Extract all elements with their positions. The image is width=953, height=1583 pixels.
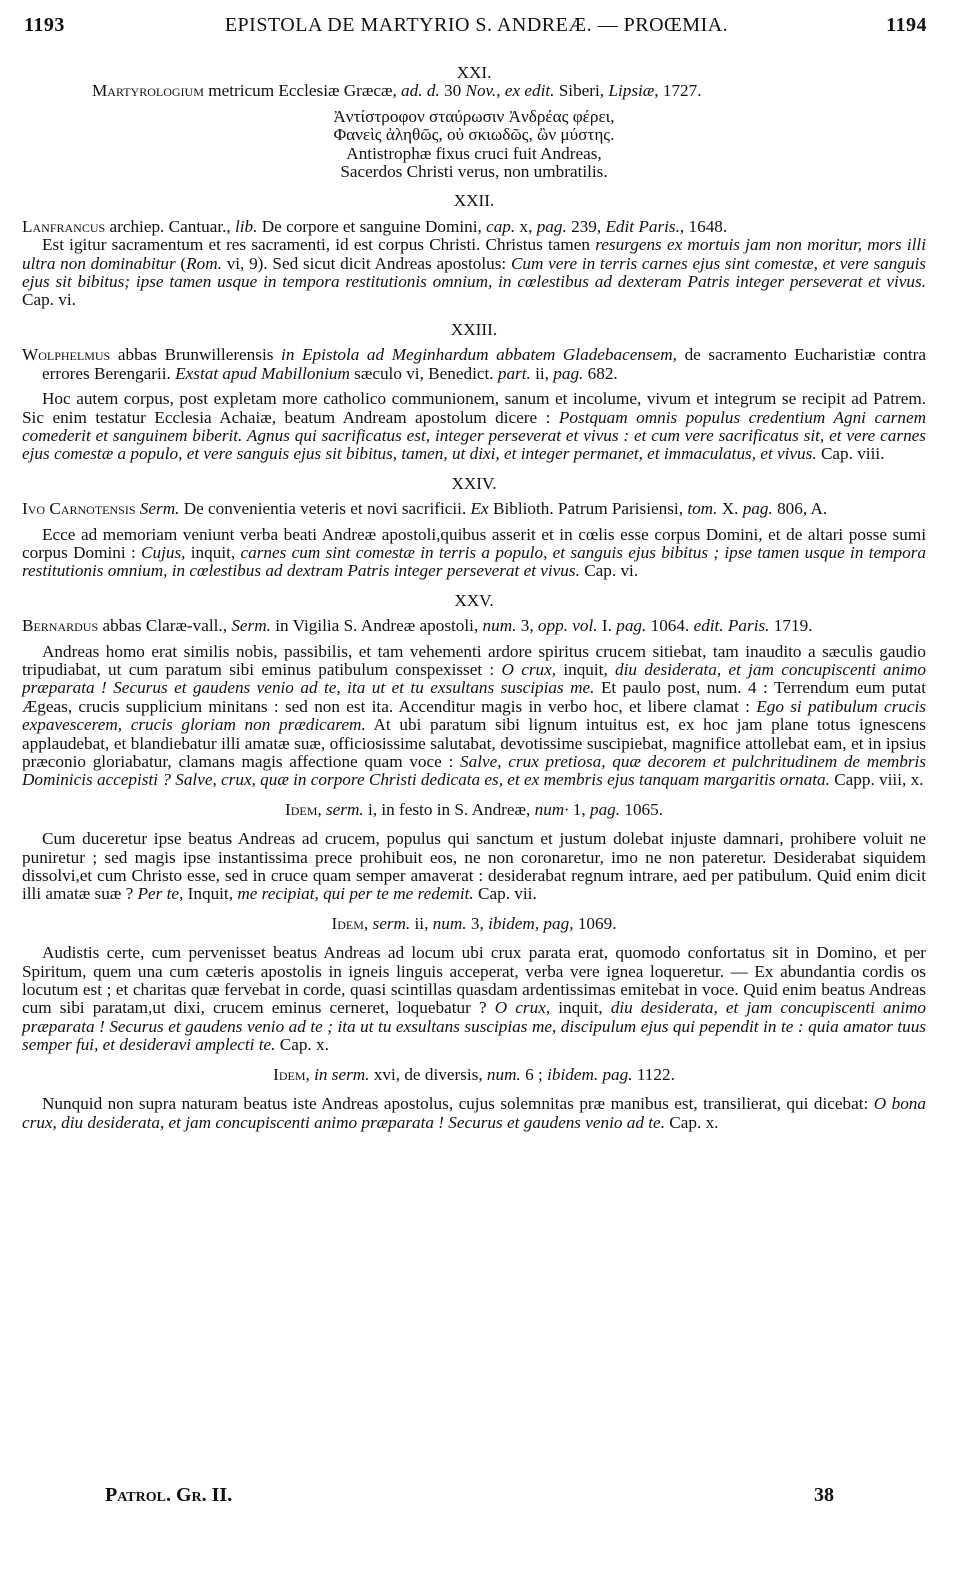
citation-xxiv: Ivo Carnotensis Serm. De convenientia veteris et novi sacrificii. Ex Biblioth. Patrum Parisiensi, tom. X. pag. 806, A. bbox=[22, 499, 828, 519]
author: Martyrologium bbox=[92, 81, 204, 101]
latin-verse-line-1: Antistrophæ fixus cruci fuit Andreas, bbox=[346, 143, 602, 163]
page-body bbox=[22, 64, 926, 1132]
footer-series-title: Patrol. Gr. II. bbox=[105, 1484, 233, 1506]
citation-idem-1: Idem, serm. i, in festo in S. Andreæ, num· 1, pag. 1065. bbox=[284, 799, 664, 819]
author: Lanfrancus bbox=[22, 216, 106, 236]
text-xxv: Andreas homo erat similis nobis, passibilis, et tam vehementi ardore spiritus crucem sitiebat, tam inaudito a sæculis gaudio tripudiabat, ut cum paratum sibi eminus patibulum conspexisset : O crux, inquit, diu desiderata, et jam concupiscenti animo præparata ! Securus et gaudens venio ad te, ita ut et tu exsultans suscipias me. Et paulo post, num. 4 : Terrendum eum putat Ægeas, crucis supplicium minitans : sed non est ita. Accenditur magis in verbo hoc, et libere clamat : Ego si patibulum crucis expavescerem, crucis gloriam non prædicarem. At ubi paratum sibi lignum intuitus est, ex hoc jam plane totus ignescens applaudebat, et blandiebatur illi amatæ suæ, officiosissime salutabat, devotissime suscipiebat, magnifice attollebat eam, et in ipsius præconio gloriabatur, clamans magis affectione quam voce : Salve, crux pretiosa, quæ decorem et pulchritudinem de membris Dominicis accepisti ? Salve, crux, quæ in corpore Christi dedicata es, et ex membris ejus tanquam margaritis ornata. Capp. viii, x. bbox=[22, 641, 926, 790]
text-idem-1: Cum duceretur ipse beatus Andreas ad crucem, populus qui sanctum et justum dolebat injuste damnari, prohibere voluit ne puniretur ; sed magis ipse instantissima prece prohibuit eos, ne non coronaretur, imo ne non pateretur. Desiderabat siquidem dissolvi,et cum Christo esse, sed in cruce quam semper amaverat : desiderabat regnum intrare, aed per patibulum. Quid enim dicit illi amatæ suæ ? Per te, Inquit, me recipiat, qui per te me redemit. Cap. vii. bbox=[22, 829, 926, 904]
text-xxii: Est igitur sacramentum et res sacramenti, id est corpus Christi. Christus tamen resurgens ex mortuis jam non moritur, mors illi ultra non dominabitur (Rom. vi, 9). Sed sicut dicit Andreas apostolus: Cum vere in terris carnes ejus sint comestæ, et vere sanguis ejus sit bibitus; ipse tamen usque in tempora restitutionis omnium, in cœlestibus ad dexteram Patris integer perseverat et vivus. Cap. vi. bbox=[22, 235, 926, 310]
author: Bernardus bbox=[22, 616, 99, 636]
running-title: EPISTOLA DE MARTYRIO S. ANDREÆ. — PROŒMIA. bbox=[224, 14, 729, 36]
author: Ivo Carnotensis bbox=[22, 499, 136, 519]
citation-idem-3: Idem, in serm. xvi, de diversis, num. 6 ; ibidem. pag. 1122. bbox=[273, 1064, 675, 1084]
column-number-left: 1193 bbox=[24, 14, 65, 36]
author: Wolphelmus bbox=[22, 345, 111, 365]
citation-idem-2: Idem, serm. ii, num. 3, ibidem, pag, 1069. bbox=[331, 913, 617, 933]
latin-verse-line-2: Sacerdos Christi verus, non umbratilis. bbox=[340, 162, 608, 182]
citation-xxiii: Wolphelmus abbas Brunwillerensis in Epistola ad Meginhardum abbatem Gladebacensem, de sacramento Eucharistiæ contra errores Berengarii. Exstat apud Mabillonium sæculo vi, Benedict. part. ii, pag. 682. bbox=[22, 345, 926, 383]
greek-verse-line-1: Ἀντίστροφον σταύρωσιν Ἀνδρέας φέρει, bbox=[333, 106, 615, 126]
text-idem-2: Audistis certe, cum pervenisset beatus Andreas ad locum ubi crux parata erat, quomodo confortatus sit in Domino, et per Spiritum, quem una cum cæteris apostolis in igneis linguis acceperat, verba vere ignea loqueretur. — Ex abundantia cordis os locutum est ; et charitas quæ fervebat in corde, quasi scintillas quasdam ardentissimas emitebat in voce. Quid enim beatus Andreas cum sibi paratam,ut dixi, crucem eminus cerneret, loquebatur ? O crux, inquit, diu desiderata, et jam concupiscenti animo præparata ! Securus et gaudens venio ad te ; ita ut tu exsultans suscipias me, discipulum ejus qui pependit in te : quia amator tuus semper fui, et desideravi amplecti te. Cap. x. bbox=[22, 943, 926, 1055]
greek-verse-line-2: Φανεὶς ἀληθῶς, οὐ σκιωδῶς, ὢν μύστης. bbox=[333, 125, 615, 145]
text-xxiii: Hoc autem corpus, post expletam more catholico communionem, sanum et incolume, vivum et integrum se recipit ad Patrem. Sic enim testatur Ecclesia Achaiæ, beatum Andream apostolum dicere : Postquam omnis populus credentium Agni carnem comederit et sanguinem biberit. Agnus qui sacrificatus est, integer perseverat et vivus : et cum vere sacrificatus sit, et vere carnes ejus comestæ a populo, et vere sanguis ejus sit bibitus, tamen, ut dixi, et integer permanet, et immaculatus, et vivus. Cap. viii. bbox=[22, 389, 926, 464]
citation-xxv: Bernardus abbas Claræ-vall., Serm. in Vigilia S. Andreæ apostoli, num. 3, opp. vol. I. pag. 1064. edit. Paris. 1719. bbox=[22, 616, 813, 636]
text-xxiv: Ecce ad memoriam veniunt verba beati Andreæ apostoli,quibus asserit et in cœlis esse corpus Domini, et de altari posse sumi corpus Domini : Cujus, inquit, carnes cum sint comestæ in terris a populo, et sanguis ejus bibitus ; ipse tamen usque in tempora restitutionis omnium, in cœlestibus ad dextram Patris integer perseverat et vivus. Cap. vi. bbox=[22, 524, 927, 581]
citation-xxi: Martyrologium metricum Ecclesiæ Græcæ, ad. d. 30 Nov., ex edit. Siberi, Lipsiæ, 1727. bbox=[92, 81, 702, 101]
section-number-xxv: XXV. bbox=[454, 590, 494, 610]
section-number-xxi: XXI. bbox=[456, 63, 492, 82]
section-number-xxiv: XXIV. bbox=[451, 473, 497, 493]
section-number-xxiii: XXIII. bbox=[450, 319, 498, 339]
footer-signature-number: 38 bbox=[814, 1484, 834, 1506]
column-number-right: 1194 bbox=[886, 14, 927, 36]
citation-xxii: Lanfrancus archiep. Cantuar., lib. De corpore et sanguine Domini, cap. x, pag. 239, Edit Paris., 1648. bbox=[22, 216, 728, 236]
section-number-xxii: XXII. bbox=[453, 191, 495, 211]
text-idem-3: Nunquid non supra naturam beatus iste Andreas apostolus, cujus solemnitas præ manibus est, transilierat, qui dicebat: O bona crux, diu desiderata, et jam concupiscenti animo præparata ! Securus et gaudens venio ad te. Cap. x. bbox=[22, 1094, 926, 1132]
